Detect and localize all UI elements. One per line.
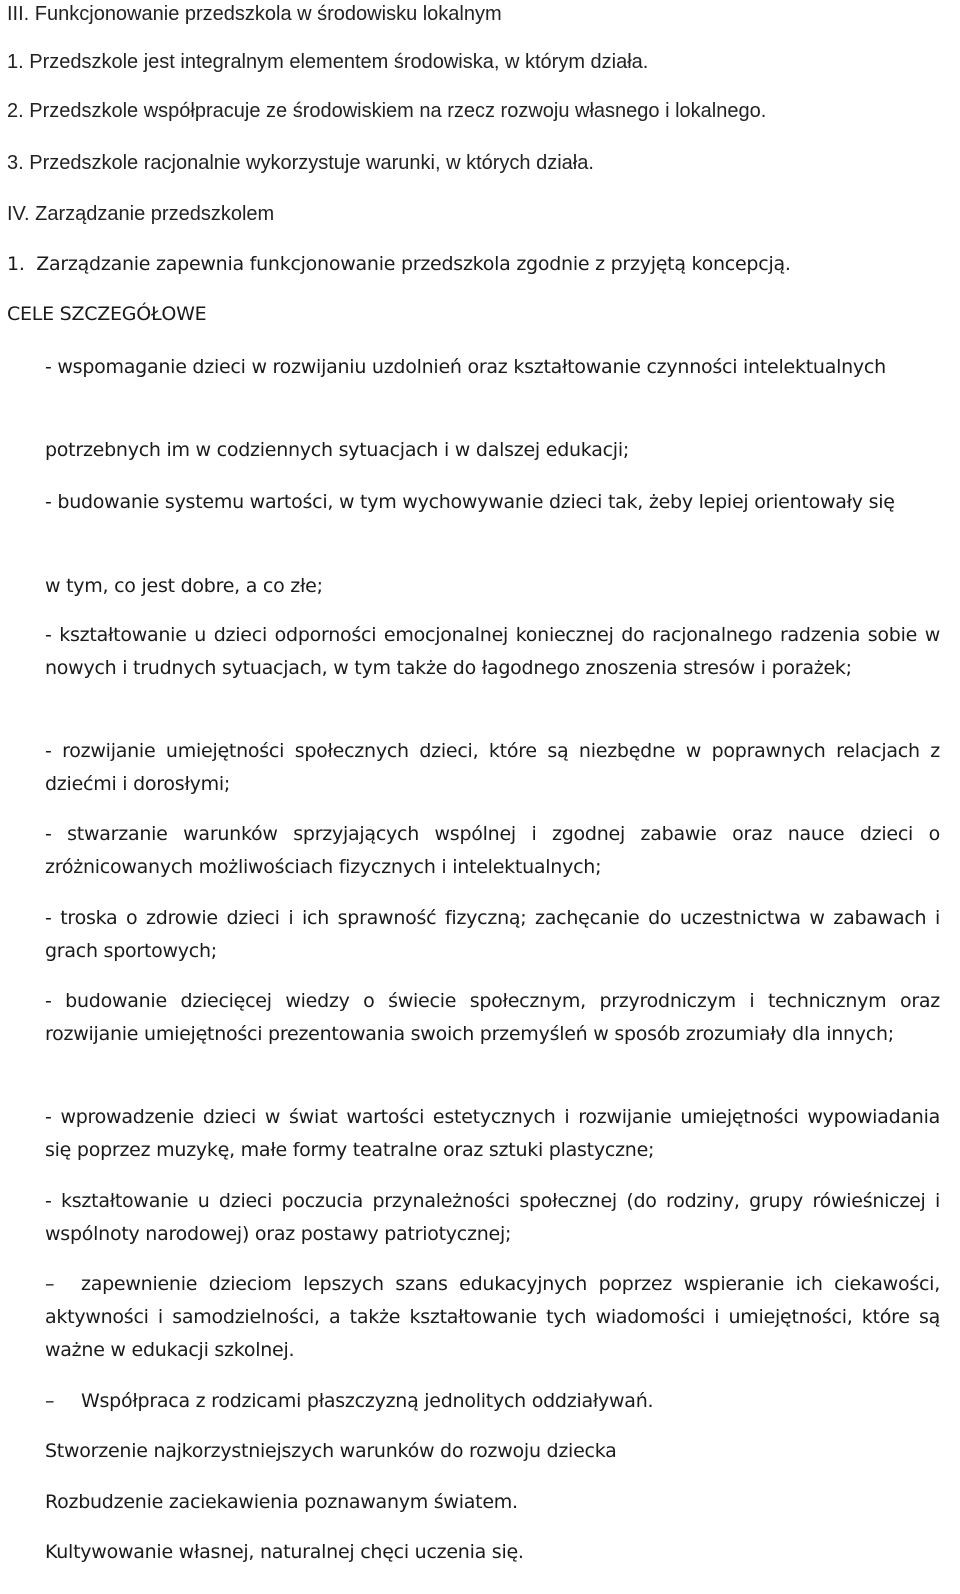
goal-paragraph-9: - kształtowanie u dzieci poczucia przynależności społecznej (do rodziny, grupy rówieśniczej i wspólnoty narodowej) oraz postawy patriotycznej; (45, 1190, 940, 1245)
section-4-heading: IV. Zarządzanie przedszkolem (7, 203, 275, 225)
goal-dash-item-10 (45, 1268, 940, 1367)
goal-paragraph-11: Współpraca z rodzicami płaszczyzną jednolitych oddziaływań. (81, 1390, 654, 1412)
dash-bullet: – (45, 1273, 55, 1295)
section-3-item-1: 1. Przedszkole jest integralnym elementem środowiska, w którym działa. (7, 51, 649, 73)
goal-dash-item-11 (45, 1385, 940, 1418)
goal-paragraph-6: - troska o zdrowie dzieci i ich sprawność fizyczną; zachęcanie do uczestnictwa w zabawach i grach sportowych; (45, 907, 940, 962)
goals-heading: CELE SZCZEGÓŁOWE (7, 303, 207, 325)
goal-paragraph-14: Kultywowanie własnej, naturalnej chęci uczenia się. (45, 1541, 524, 1563)
goal-paragraph-8: - wprowadzenie dzieci w świat wartości estetycznych i rozwijanie umiejętności wypowiadania się poprzez muzykę, małe formy teatralne oraz sztuki plastyczne; (45, 1106, 940, 1161)
goal-paragraph-7: - budowanie dziecięcej wiedzy o świecie społecznym, przyrodniczym i technicznym oraz rozwijanie umiejętności prezentowania swoich przemyśleń w sposób zrozumiały dla innych; (45, 990, 940, 1045)
dash-bullet: – (45, 1390, 55, 1412)
section-4-item-1: 1. Zarządzanie zapewnia funkcjonowanie przedszkola zgodnie z przyjętą koncepcją. (7, 253, 791, 275)
section-3-item-3: 3. Przedszkole racjonalnie wykorzystuje warunki, w których działa. (7, 152, 594, 174)
goal-paragraph-3: - kształtowanie u dzieci odporności emocjonalnej koniecznej do racjonalnego radzenia sobie w nowych i trudnych sytuacjach, w tym także do łagodnego znoszenia stresów i porażek; (45, 624, 940, 679)
goal-paragraph-2a: - budowanie systemu wartości, w tym wychowywanie dzieci tak, żeby lepiej orientowały się (45, 491, 895, 513)
section-3-heading: III. Funkcjonowanie przedszkola w środowisku lokalnym (7, 3, 502, 25)
goal-paragraph-1a: - wspomaganie dzieci w rozwijaniu uzdolnień oraz kształtowanie czynności intelektualnych (45, 356, 886, 378)
goal-paragraph-12: Stworzenie najkorzystniejszych warunków do rozwoju dziecka (45, 1440, 617, 1462)
goal-paragraph-2b: w tym, co jest dobre, a co złe; (45, 575, 323, 597)
goal-paragraph-10: zapewnienie dzieciom lepszych szans edukacyjnych poprzez wspieranie ich ciekawości, aktywności i samodzielności, a także kształtowanie tych wiadomości i umiejętności, które są ważne w edukacji szkolnej. (45, 1273, 940, 1361)
goal-paragraph-13: Rozbudzenie zaciekawienia poznawanym światem. (45, 1491, 518, 1513)
section-3-item-2: 2. Przedszkole współpracuje ze środowiskiem na rzecz rozwoju własnego i lokalnego. (7, 100, 767, 122)
goal-paragraph-1b: potrzebnych im w codziennych sytuacjach i w dalszej edukacji; (45, 439, 630, 461)
goal-paragraph-4: - rozwijanie umiejętności społecznych dzieci, które są niezbędne w poprawnych relacjach z dziećmi i dorosłymi; (45, 740, 940, 795)
goal-paragraph-5: - stwarzanie warunków sprzyjających wspólnej i zgodnej zabawie oraz nauce dzieci o zróżnicowanych możliwościach fizycznych i intelektualnych; (45, 823, 940, 878)
